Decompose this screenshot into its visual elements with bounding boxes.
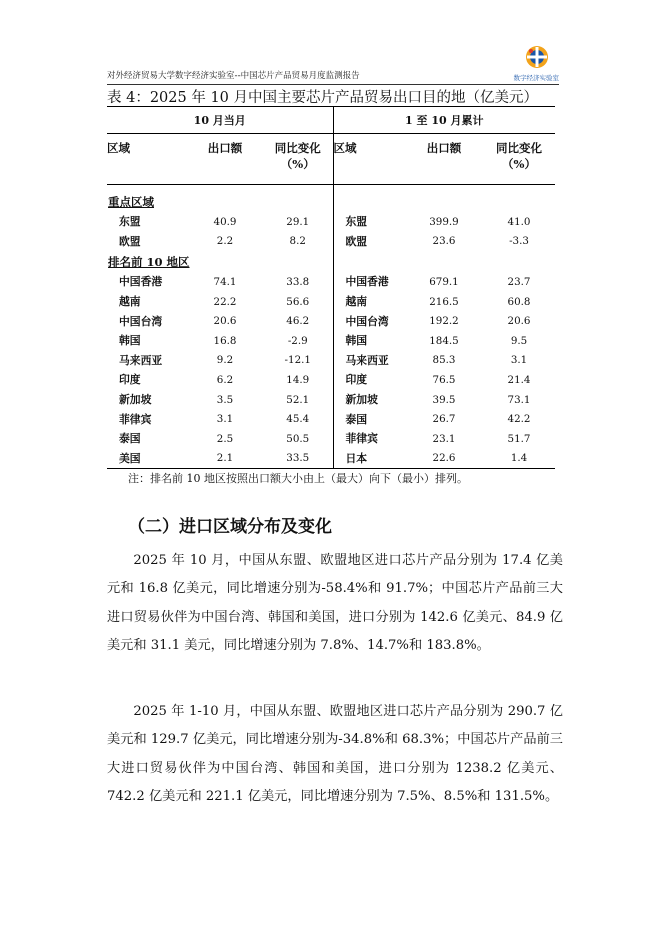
section-title: （二）进口区域分布及变化 <box>128 517 332 537</box>
section-key-regions: 重点区域 <box>107 191 333 212</box>
paragraph-1: 2025 年 10 月，中国从东盟、欧盟地区进口芯片产品分别为 17.4 亿美元和 16.8 亿美元，同比增速分别为-58.4%和 91.7%；中国芯片产品前三大进口贸易伙伴为中国台湾、韩国和美国，进口分别为 142.6 亿美元、84.9 亿美元和 31.1 美元，同比增速分别为 7.8%、14.7%和 183.8%。 <box>107 553 563 653</box>
table-row <box>107 212 555 232</box>
yoy-value: 41.0 <box>507 215 531 228</box>
region-name: 东盟 <box>119 215 141 229</box>
region-name: 美国 <box>107 449 187 469</box>
yoy-value: 50.5 <box>263 429 333 449</box>
col-header-region: 区域 <box>107 134 187 185</box>
export-value: 6.2 <box>216 373 234 386</box>
export-value: 192.2 <box>429 315 459 328</box>
col-header-region: 区域 <box>333 134 405 185</box>
export-value: 216.5 <box>429 295 459 308</box>
region-name: 日本 <box>333 449 405 469</box>
region-name: 菲律宾 <box>345 432 378 446</box>
export-value: 74.1 <box>213 275 237 288</box>
yoy-value: 9.5 <box>510 334 528 347</box>
yoy-value: -2.9 <box>263 331 333 351</box>
table-title: 表 4：2025 年 10 月中国主要芯片产品贸易出口目的地（亿美元） <box>107 90 539 106</box>
region-name: 马来西亚 <box>345 353 389 367</box>
yoy-value: -3.3 <box>509 235 529 248</box>
region-name: 泰国 <box>119 432 141 446</box>
yoy-value: 56.6 <box>263 292 333 312</box>
region-name: 印度 <box>119 373 141 387</box>
region-name: 中国香港 <box>345 275 389 289</box>
col-header-yoy: 同比变化 （%） <box>263 134 333 185</box>
col-header-yoy: 同比变化 （%） <box>483 134 555 185</box>
export-value: 40.9 <box>213 215 237 228</box>
section-top-regions: 排名前 10 地区 <box>107 251 333 272</box>
table-row <box>107 232 555 252</box>
region-name: 新加坡 <box>119 393 152 407</box>
region-name: 越南 <box>119 295 141 309</box>
yoy-value: -12.1 <box>263 351 333 371</box>
region-name: 越南 <box>345 295 368 309</box>
paragraph-2: 2025 年 1-10 月，中国从东盟、欧盟地区进口芯片产品分别为 290.7 亿美元和 129.7 亿美元，同比增速分别为-34.8%和 68.3%；中国芯片产品前三大进口贸易伙伴为中国台湾、韩国和美国，进口分别为 1238.2 亿美元、742.2 亿美元和 221.1 亿美元，同比增速分别为 7.5%、8.5%和 131.5%。 <box>107 704 563 804</box>
export-table <box>107 106 555 469</box>
export-value: 20.6 <box>213 315 237 328</box>
region-name: 中国台湾 <box>119 314 163 328</box>
table-row <box>107 331 555 351</box>
export-value: 184.5 <box>429 334 459 347</box>
region-name: 韩国 <box>119 334 141 348</box>
export-value: 23.1 <box>432 432 456 445</box>
export-value: 26.7 <box>432 413 456 426</box>
header-text: 对外经济贸易大学数字经济实验室--中国芯片产品贸易月度监测报告 <box>107 71 360 81</box>
region-name: 韩国 <box>345 334 368 348</box>
yoy-value: 52.1 <box>263 390 333 410</box>
export-value: 85.3 <box>432 354 456 367</box>
table-note: 注：排名前 10 地区按照出口额大小由上（最大）向下（最小）排列。 <box>128 472 468 485</box>
export-value: 16.8 <box>213 334 237 347</box>
export-value: 3.1 <box>216 413 234 426</box>
export-value: 2.1 <box>187 449 263 469</box>
table-row <box>107 409 555 429</box>
export-value: 3.5 <box>216 393 234 406</box>
yoy-value: 33.5 <box>263 449 333 469</box>
yoy-value: 51.7 <box>507 432 531 445</box>
yoy-value: 20.6 <box>507 315 531 328</box>
col-header-export: 出口额 <box>405 134 483 185</box>
region-name: 东盟 <box>345 215 368 229</box>
yoy-value: 29.1 <box>263 212 333 232</box>
region-name: 菲律宾 <box>119 412 152 426</box>
yoy-value: 23.7 <box>507 275 531 288</box>
yoy-value: 45.4 <box>263 409 333 429</box>
group-header-monthly: 10 月当月 <box>107 107 333 134</box>
yoy-value: 42.2 <box>507 413 531 426</box>
col-header-export: 出口额 <box>187 134 263 185</box>
logo-text: 数字经济实验室 <box>513 74 559 82</box>
region-name: 泰国 <box>345 412 368 426</box>
export-value: 9.2 <box>216 354 234 367</box>
table-row <box>107 351 555 371</box>
yoy-value: 46.2 <box>263 311 333 331</box>
yoy-value: 73.1 <box>507 393 531 406</box>
table-row <box>107 429 555 449</box>
table-row <box>107 311 555 331</box>
table-row <box>107 272 555 292</box>
region-name: 欧盟 <box>119 234 141 248</box>
table-row <box>107 390 555 410</box>
region-name: 中国香港 <box>119 275 163 289</box>
region-name: 欧盟 <box>345 234 368 248</box>
table-row <box>107 292 555 312</box>
yoy-value: 1.4 <box>483 449 555 469</box>
region-name: 新加坡 <box>345 393 378 407</box>
export-value: 2.5 <box>216 432 234 445</box>
export-value: 679.1 <box>429 275 459 288</box>
yoy-value: 8.2 <box>263 232 333 252</box>
export-value: 76.5 <box>432 373 456 386</box>
yoy-value: 14.9 <box>263 370 333 390</box>
yoy-value: 21.4 <box>507 373 531 386</box>
group-header-cumulative: 1 至 10 月累计 <box>333 107 555 134</box>
yoy-value: 3.1 <box>510 354 528 367</box>
region-name: 印度 <box>345 373 368 387</box>
table-row <box>107 449 555 469</box>
yoy-value: 60.8 <box>507 295 531 308</box>
export-value: 399.9 <box>429 215 459 228</box>
export-value: 39.5 <box>432 393 456 406</box>
table-row <box>107 370 555 390</box>
export-value: 2.2 <box>216 235 234 248</box>
region-name: 中国台湾 <box>345 314 389 328</box>
region-name: 马来西亚 <box>119 353 163 367</box>
yoy-value: 33.8 <box>263 272 333 292</box>
export-value: 22.2 <box>213 295 237 308</box>
page-header <box>107 68 559 85</box>
export-value: 22.6 <box>405 449 483 469</box>
export-value: 23.6 <box>432 235 456 248</box>
